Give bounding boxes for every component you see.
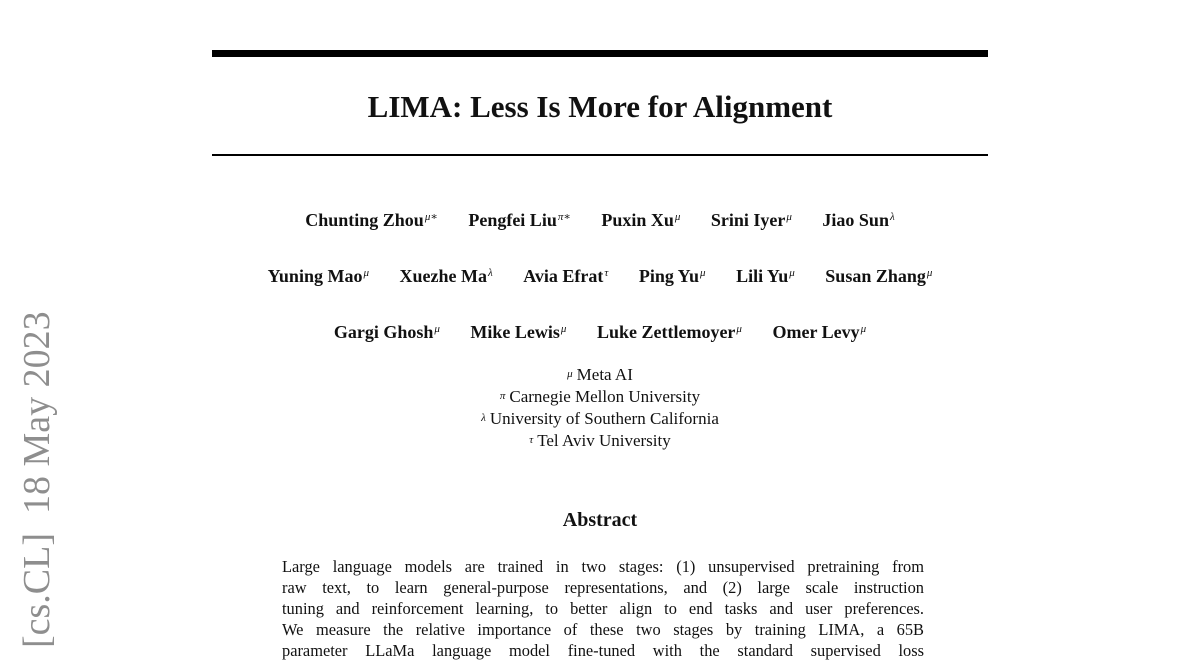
arxiv-identifier-stamp: [cs.CL] 18 May 2023 (16, 311, 58, 648)
author: Gargi Ghosh$^\mu$ (333, 322, 440, 342)
author: Mike Lewis$^\mu$ (470, 322, 567, 342)
abstract-line: tuning and reinforcement learning, to better align to end tasks and user preferences. (282, 599, 924, 618)
affiliation: $^\tau$ Tel Aviv University (529, 431, 671, 450)
author: Omer Levy$^\mu$ (772, 322, 867, 342)
author: Chunting Zhou$^{\mu∗}$ (305, 210, 438, 230)
author-row-2 (150, 265, 1050, 287)
author: Yuning Mao$^\mu$ (267, 266, 369, 286)
affiliation: $^\mu$ Meta AI (567, 365, 633, 384)
author: Ping $Yu^\mu$ (638, 266, 706, 286)
author-row-1 (212, 209, 988, 231)
author: Luke Zettlemoyer$^\mu$ (596, 322, 742, 342)
paper-title: LIMA: Less Is More for Alignment (367, 89, 833, 124)
author: Avia Efrat$^\tau$ (523, 266, 609, 286)
abstract-line: parameter LLaMa language model fine-tuned with the standard supervised loss (282, 641, 924, 660)
author: Puxin $Xu^\mu$ (601, 210, 681, 230)
abstract-line: Large language models are trained in two stages: (1) unsupervised pretraining from (282, 557, 924, 576)
abstract-text (282, 556, 924, 661)
author: Xuezhe $Ma^\lambda$ (399, 266, 493, 286)
author: Lili $Yu^\mu$ (736, 266, 795, 286)
title-rule-top (212, 50, 988, 57)
author: Jiao Sun$^\lambda$ (822, 210, 895, 230)
author: Pengfei Liu$^{\pi∗}$ (468, 210, 571, 230)
affiliation: $^\lambda$ University of Southern California (481, 409, 719, 428)
abstract-heading: Abstract (562, 509, 638, 531)
author: Susan Zhang$^\mu$ (825, 266, 933, 286)
author-row-3 (212, 321, 988, 343)
author: Srini Iyer$^\mu$ (710, 210, 792, 230)
abstract-line: raw text, to learn general-purpose representations, and (2) large scale instruction (282, 578, 924, 597)
affiliations (212, 364, 988, 452)
title-rule-bottom (212, 154, 988, 156)
affiliation: $^\pi$ Carnegie Mellon University (499, 387, 701, 406)
abstract-line: We measure the relative importance of these two stages by training LIMA, a 65B (282, 620, 924, 639)
